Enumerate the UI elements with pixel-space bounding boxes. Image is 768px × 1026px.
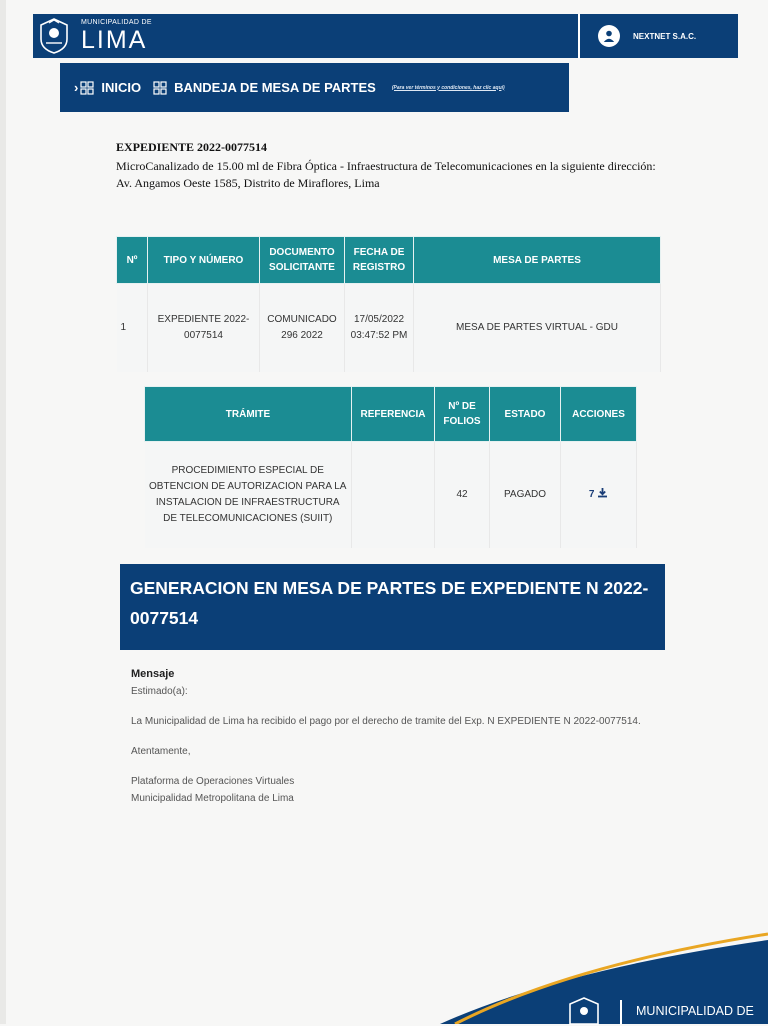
brand-big: LIMA (81, 26, 148, 54)
nav-inicio-label: INICIO (101, 80, 142, 95)
crest-icon (37, 17, 71, 55)
person-icon (602, 29, 616, 43)
terms-link[interactable]: (Para ver términos y condiciones, haz clic aquí) (391, 84, 505, 91)
nav-inicio[interactable] (60, 80, 141, 95)
user-menu[interactable] (578, 14, 738, 58)
footer-crest-icon (562, 996, 606, 1026)
generation-banner (120, 564, 665, 650)
download-action[interactable] (589, 489, 608, 500)
user-name: NEXTNET S.A.C. (633, 31, 697, 41)
footer-text: MUNICIPALIDAD DE (636, 1004, 754, 1018)
col-estado: ESTADO (490, 387, 561, 442)
col-referencia: REFERENCIA (352, 387, 435, 442)
chevron-right-icon: › (74, 80, 79, 95)
user-icon (598, 25, 620, 47)
expediente-section (116, 140, 656, 192)
tramite-table (144, 386, 637, 548)
col-acciones: ACCIONES (561, 387, 637, 442)
message-body: La Municipalidad de Lima ha recibido el pago por el derecho de tramite del Exp. N EXPEDIENTE N 2022-0077514. (131, 716, 641, 727)
grid-icon (153, 81, 167, 95)
col-num: Nº (117, 237, 148, 284)
nav-bandeja-label: BANDEJA DE MESA DE PARTES (174, 80, 376, 95)
cell-estado: PAGADO (490, 442, 561, 549)
table-header-row (117, 237, 661, 284)
brand (81, 19, 152, 53)
message-signature-1: Plataforma de Operaciones Virtuales (131, 776, 295, 787)
message-greeting: Estimado(a): (131, 686, 188, 697)
cell-folios: 42 (435, 442, 490, 549)
message-signature-2: Municipalidad Metropolitana de Lima (131, 793, 294, 804)
top-header (33, 14, 738, 58)
acciones-count: 7 (588, 489, 595, 500)
cell-referencia (352, 442, 435, 549)
col-mesa: MESA DE PARTES (414, 237, 661, 284)
table-row (145, 442, 637, 549)
download-icon (597, 487, 608, 498)
col-documento: DOCUMENTO SOLICITANTE (260, 237, 345, 284)
paper-edge (0, 0, 6, 1024)
banner-title: GENERACION EN MESA DE PARTES DE EXPEDIENTE N 2022-0077514 (130, 578, 649, 628)
message-closing: Atentamente, (131, 746, 191, 757)
nav-bar (60, 63, 569, 112)
col-folios: Nº DE FOLIOS (435, 387, 490, 442)
cell-num: 1 (117, 284, 148, 373)
cell-mesa: MESA DE PARTES VIRTUAL - GDU (414, 284, 661, 373)
col-fecha: FECHA DE REGISTRO (345, 237, 414, 284)
col-tramite: TRÁMITE (145, 387, 352, 442)
cell-documento: COMUNICADO 296 2022 (260, 284, 345, 373)
cell-fecha: 17/05/2022 03:47:52 PM (345, 284, 414, 373)
expediente-description: MicroCanalizado de 15.00 ml de Fibra Óptica - Infraestructura de Telecomunicaciones en la siguiente dirección: Av. Angamos Oeste 1585, Distrito de Miraflores, Lima (116, 159, 656, 190)
municipality-logo[interactable] (37, 17, 152, 55)
expediente-table (116, 236, 661, 372)
brand-small: MUNICIPALIDAD DE (81, 19, 152, 26)
cell-acciones (561, 442, 637, 549)
col-tipo: TIPO Y NÚMERO (148, 237, 260, 284)
cell-tipo: EXPEDIENTE 2022-0077514 (148, 284, 260, 373)
table-row (117, 284, 661, 373)
message-section (131, 666, 671, 807)
table-header-row (145, 387, 637, 442)
cell-tramite: PROCEDIMIENTO ESPECIAL DE OBTENCION DE AUTORIZACION PARA LA INSTALACION DE INFRAESTRUCTURA DE TELECOMUNICACIONES (SUIIT) (145, 442, 352, 549)
grid-icon (80, 81, 94, 95)
expediente-title: EXPEDIENTE 2022-0077514 (116, 140, 268, 154)
nav-bandeja[interactable] (153, 80, 376, 95)
message-heading: Mensaje (131, 668, 175, 680)
